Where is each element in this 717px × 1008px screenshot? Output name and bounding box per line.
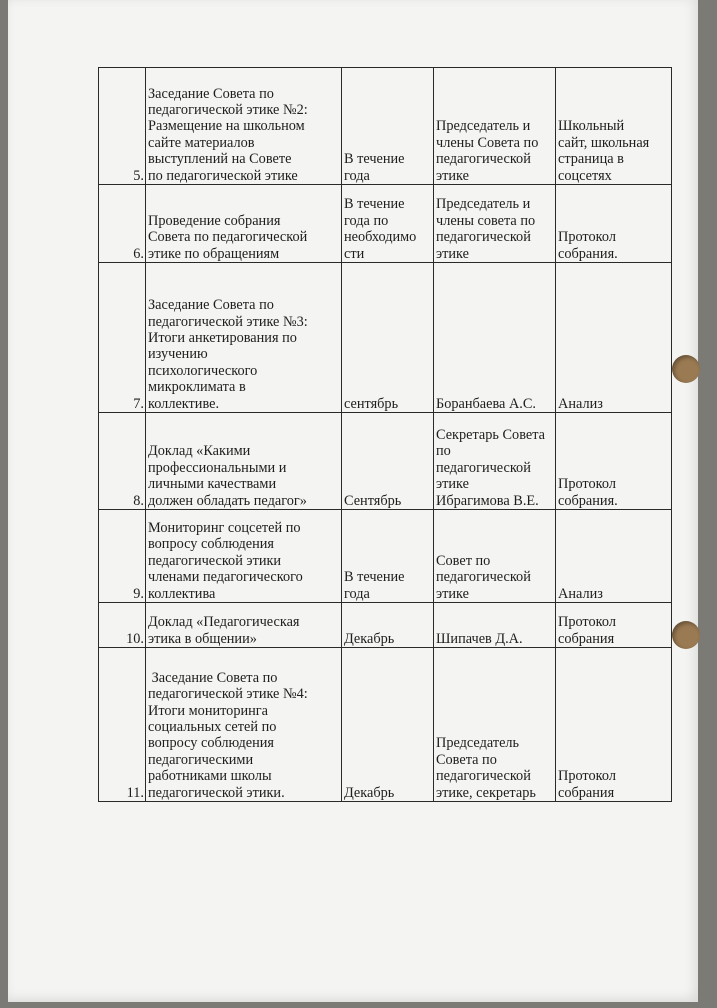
responsible-cell: Боранбаева А.С. — [434, 263, 556, 413]
punch-hole — [672, 355, 700, 383]
responsible-cell: Председатель и члены совета по педагогической этике — [434, 185, 556, 263]
ethics-council-plan-table — [98, 67, 672, 802]
result-cell: Школьный сайт, школьная страница в соцсетях — [556, 68, 672, 185]
term-cell: Декабрь — [342, 603, 434, 648]
term-cell: Декабрь — [342, 648, 434, 802]
term-cell: В течение года по необходимо сти — [342, 185, 434, 263]
table-row — [99, 413, 672, 510]
term-cell: В течение года — [342, 68, 434, 185]
table-row — [99, 648, 672, 802]
event-cell: Мониторинг соцсетей по вопросу соблюдения педагогической этики членами педагогического коллектива — [146, 510, 342, 603]
row-number: 10. — [99, 603, 146, 648]
responsible-cell: Совет по педагогической этике — [434, 510, 556, 603]
result-cell: Протокол собрания. — [556, 185, 672, 263]
term-cell: Сентябрь — [342, 413, 434, 510]
row-number: 7. — [99, 263, 146, 413]
row-number: 6. — [99, 185, 146, 263]
responsible-cell: Председатель и члены Совета по педагогической этике — [434, 68, 556, 185]
responsible-cell: Шипачев Д.А. — [434, 603, 556, 648]
table-row — [99, 68, 672, 185]
table-row — [99, 263, 672, 413]
event-cell: Доклад «Педагогическая этика в общении» — [146, 603, 342, 648]
row-number: 9. — [99, 510, 146, 603]
result-cell: Анализ — [556, 510, 672, 603]
responsible-cell: Секретарь Совета по педагогической этике Ибрагимова В.Е. — [434, 413, 556, 510]
event-cell: Доклад «Какими профессиональными и личными качествами должен обладать педагог» — [146, 413, 342, 510]
table-row — [99, 510, 672, 603]
responsible-cell: Председатель Совета по педагогической этике, секретарь — [434, 648, 556, 802]
event-cell: Заседание Совета по педагогической этике №2: Размещение на школьном сайте материалов выступлений на Совете по педагогической этике — [146, 68, 342, 185]
table-row — [99, 185, 672, 263]
term-cell: В течение года — [342, 510, 434, 603]
row-number: 8. — [99, 413, 146, 510]
result-cell: Протокол собрания — [556, 603, 672, 648]
result-cell: Протокол собрания. — [556, 413, 672, 510]
row-number: 5. — [99, 68, 146, 185]
row-number: 11. — [99, 648, 146, 802]
event-cell: Заседание Совета по педагогической этике №3: Итоги анкетирования по изучению психологического микроклимата в коллективе. — [146, 263, 342, 413]
punch-hole — [672, 621, 700, 649]
term-cell: сентябрь — [342, 263, 434, 413]
result-cell: Протокол собрания — [556, 648, 672, 802]
event-cell: Заседание Совета по педагогической этике №4: Итоги мониторинга социальных сетей по вопросу соблюдения педагогическими работниками школы педагогической этики. — [146, 648, 342, 802]
table-row — [99, 603, 672, 648]
event-cell: Проведение собрания Совета по педагогической этике по обращениям — [146, 185, 342, 263]
result-cell: Анализ — [556, 263, 672, 413]
